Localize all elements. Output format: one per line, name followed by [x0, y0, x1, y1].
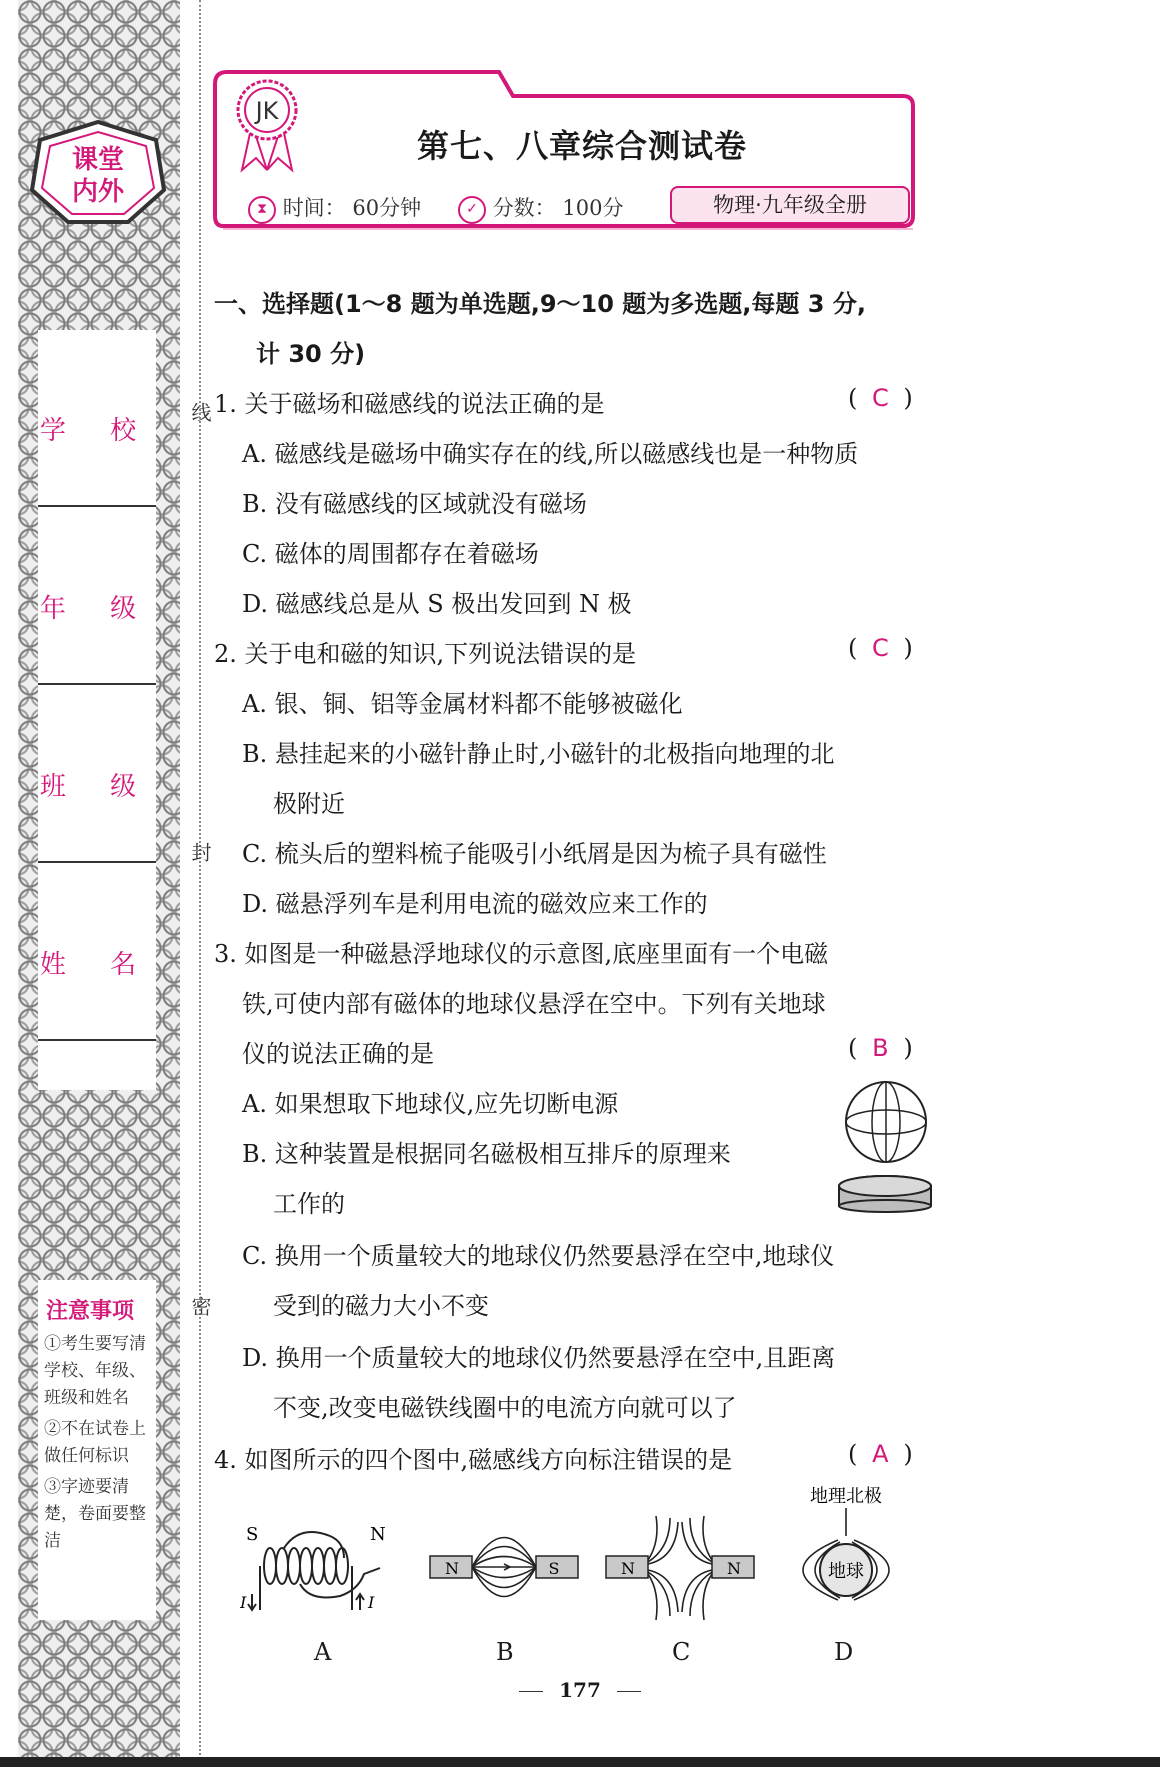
figure-b-magnets [428, 1512, 580, 1622]
question-stem-cont: 铁,可使内部有磁体的地球仪悬浮在空中。下列有关地球 [242, 990, 826, 1018]
bottom-bar [0, 1757, 1160, 1767]
note-item: ①考生要写清学校、年级、班级和姓名 [44, 1334, 146, 1408]
option-item-cont: 受到的磁力大小不变 [273, 1292, 489, 1320]
figure-d-earth [780, 1484, 910, 1624]
class-label: 班 级 [39, 772, 155, 802]
option-item: D. 磁悬浮列车是利用电流的磁效应来工作的 [242, 890, 708, 918]
score-meta [458, 192, 623, 224]
jk-badge [234, 78, 300, 174]
time-meta [248, 192, 421, 224]
section-title: 一、选择题(1～8 题为单选题,9～10 题为多选题,每题 3 分, [214, 290, 866, 318]
answer-box: ( B ) [848, 1034, 913, 1062]
c-pole-right: N [727, 1559, 741, 1578]
answer-value: C [871, 384, 889, 412]
a-pole-n: N [370, 1524, 386, 1545]
option-item: B. 悬挂起来的小磁针静止时,小磁针的北极指向地理的北 [242, 740, 835, 768]
hourglass-icon: ⧗ [248, 196, 276, 224]
answer-box: ( C ) [848, 384, 913, 412]
svg-text:课堂: 课堂 [71, 145, 125, 175]
name-field[interactable] [38, 864, 156, 1041]
figure-label-b: B [496, 1638, 514, 1666]
option-item: A. 如果想取下地球仪,应先切断电源 [242, 1090, 619, 1118]
question-stem: 2. 关于电和磁的知识,下列说法错误的是 [214, 640, 637, 668]
svg-text:内外: 内外 [71, 177, 125, 207]
grade-field[interactable] [38, 508, 156, 685]
subject-tag: 物理·九年级全册 [670, 186, 910, 224]
a-pole-s: S [246, 1524, 259, 1545]
page-title: 第七、八章综合测试卷 [417, 127, 748, 165]
question-stem-cont: 仪的说法正确的是 [242, 1040, 434, 1068]
answer-value: A [872, 1440, 889, 1468]
note-item: ③字迹要清楚，卷面要整洁 [44, 1477, 146, 1551]
b-pole-right: S [548, 1559, 560, 1578]
school-field[interactable] [38, 330, 156, 507]
notes-title: 注意事项 [46, 1299, 135, 1324]
option-item: D. 磁感线总是从 S 极出发回到 N 极 [242, 590, 632, 618]
fold-char-line: 线 [188, 402, 212, 422]
class-field[interactable] [38, 686, 156, 863]
option-item-cont: 不变,改变电磁铁线圈中的电流方向就可以了 [273, 1394, 737, 1422]
fold-char-seal: 封 [188, 842, 212, 862]
a-current-right: I [368, 1593, 375, 1612]
page-number-value: 177 [559, 1678, 601, 1702]
name-label: 姓 名 [39, 950, 155, 980]
option-item: C. 梳头后的塑料梳子能吸引小纸屑是因为梳子具有磁性 [242, 840, 827, 868]
answer-box: ( A ) [848, 1440, 913, 1468]
option-item-cont: 工作的 [273, 1190, 345, 1218]
publisher-logo [28, 118, 168, 228]
option-item: A. 银、铜、铝等金属材料都不能够被磁化 [242, 690, 683, 718]
figure-a-solenoid [240, 1518, 396, 1618]
seal-fold-line [199, 0, 201, 1767]
a-current-left: I [240, 1593, 247, 1612]
c-pole-left: N [621, 1559, 635, 1578]
answer-value: B [872, 1034, 889, 1062]
grade-label: 年 级 [39, 594, 155, 624]
check-icon: ✓ [458, 196, 486, 224]
fold-char-secret: 密 [188, 1296, 212, 1316]
d-earth-label: 地球 [828, 1561, 864, 1582]
answer-box: ( C ) [848, 634, 913, 662]
d-north-label: 地理北极 [810, 1486, 882, 1507]
note-item: ②不在试卷上做任何标识 [44, 1419, 146, 1466]
question-stem: 1. 关于磁场和磁感线的说法正确的是 [214, 390, 605, 418]
page-number [0, 1678, 1160, 1702]
option-item: C. 换用一个质量较大的地球仪仍然要悬浮在空中,地球仪 [242, 1242, 835, 1270]
b-pole-left: N [445, 1559, 459, 1578]
option-item: A. 磁感线是磁场中确实存在的线,所以磁感线也是一种物质 [242, 440, 859, 468]
score-text: 分数： 100分 [492, 196, 624, 220]
option-item: C. 磁体的周围都存在着磁场 [242, 540, 539, 568]
question-stem: 3. 如图是一种磁悬浮地球仪的示意图,底座里面有一个电磁 [214, 940, 829, 968]
figure-label-d: D [834, 1638, 854, 1666]
option-item: D. 换用一个质量较大的地球仪仍然要悬浮在空中,且距离 [242, 1344, 836, 1372]
figure-label-a: A [314, 1638, 332, 1666]
option-item-cont: 极附近 [273, 790, 345, 818]
option-item: B. 没有磁感线的区域就没有磁场 [242, 490, 587, 518]
figure-c-magnets [604, 1512, 756, 1624]
badge-text: JK [255, 97, 279, 125]
figure-label-c: C [672, 1638, 691, 1666]
maglev-globe-figure [836, 1080, 934, 1214]
option-item: B. 这种装置是根据同名磁极相互排斥的原理来 [242, 1140, 731, 1168]
question-stem: 4. 如图所示的四个图中,磁感线方向标注错误的是 [214, 1446, 733, 1474]
section-title-cont: 计 30 分) [256, 340, 366, 368]
student-info-panel [38, 330, 156, 1090]
answer-value: C [871, 634, 889, 662]
notes-box [38, 1280, 156, 1620]
time-text: 时间： 60分钟 [282, 196, 422, 220]
school-label: 学 校 [39, 416, 155, 446]
